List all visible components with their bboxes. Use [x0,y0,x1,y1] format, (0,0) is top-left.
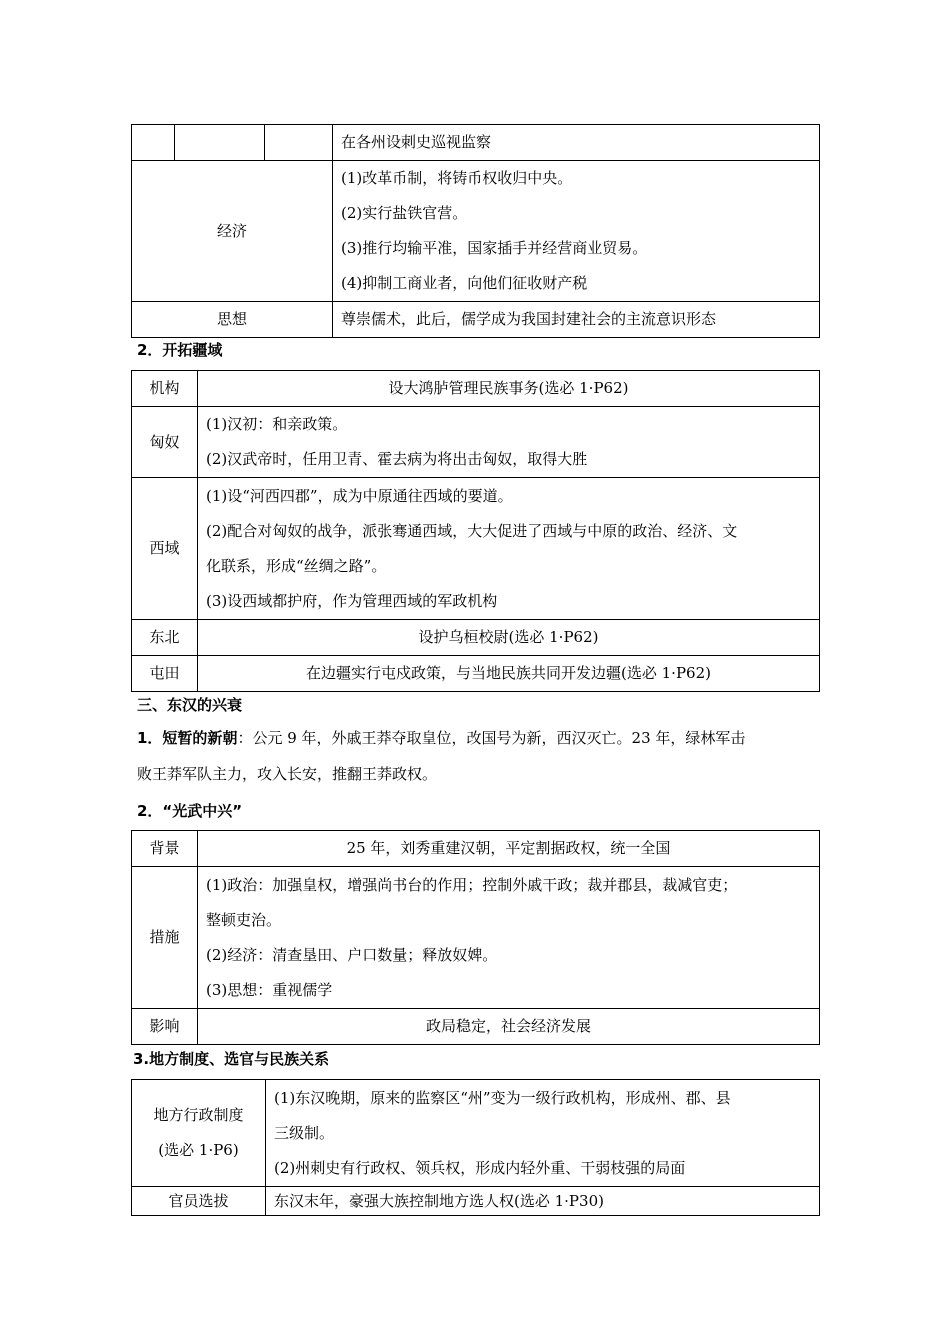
table-han-wudi-policies [131,124,820,338]
row-label-xiyu: 西域 [132,478,198,620]
row-label-thought: 思想 [132,302,333,338]
economy-content [333,161,820,302]
row-label-tuntian: 屯田 [132,656,198,692]
economy-item: (1)改革币制，将铸币权收归中央。 [341,169,573,187]
row-label-yingxiang: 影响 [132,1009,198,1045]
cuoshi-line: (3)思想：重视儒学 [206,980,333,999]
heading-expand-territory: 2．开拓疆域 [137,341,223,359]
difang-content [266,1080,820,1187]
row-label-beijing: 背景 [132,831,198,867]
xiyu-line: 化联系，形成“丝绸之路”。 [206,556,387,575]
row-label-guanyuan: 官员选拔 [132,1187,266,1216]
table-local-system [131,1079,820,1216]
xiyu-line: (2)配合对匈奴的战争，派张骞通西域，大大促进了西域与中原的政治、经济、文 [206,521,738,540]
beijing-content: 25 年，刘秀重建汉朝，平定割据政权，统一全国 [198,831,820,867]
row-label-dongbei: 东北 [132,620,198,656]
xiyu-line: (1)设“河西四郡”，成为中原通往西域的要道。 [206,486,513,505]
guanyuan-content: 东汉末年，豪强大族控制地方选人权(选必 1·P30) [266,1187,820,1216]
xin-dynasty-text: ：公元 9 年，外戚王莽夺取皇位，改国号为新，西汉灭亡。23 年，绿林军击 [237,729,746,747]
difang-line: (1)东汉晚期，原来的监察区“州”变为一级行政机构，形成州、郡、县 [274,1088,731,1107]
difang-label: 地方行政制度 [153,1106,244,1124]
row-label-cuoshi: 措施 [132,867,198,1009]
xiongnu-line: (1)汉初：和亲政策。 [206,415,348,433]
xin-dynasty-text-2: 败王莽军队主力，攻入长安，推翻王莽政权。 [137,765,438,783]
xiongnu-line: (2)汉武帝时，任用卫青、霍去病为将出击匈奴，取得大胜 [206,450,588,468]
jigou-content: 设大鸿胪管理民族事务(选必 1·P62) [198,371,820,407]
table-guangwu [131,830,820,1045]
row-label-economy: 经济 [132,161,333,302]
cuoshi-line: 整顿吏治。 [206,910,282,929]
difang-line: 三级制。 [274,1123,335,1142]
paragraph-xin-dynasty [137,720,813,792]
cuoshi-content [198,867,820,1009]
xin-dynasty-title: 1．短暂的新朝 [137,729,238,747]
heading-eastern-han: 三、东汉的兴衰 [137,696,243,714]
heading-local-system: 3.地方制度、选官与民族关系 [133,1050,330,1068]
table-cell-empty [132,125,175,161]
xiongnu-content [198,407,820,478]
yingxiang-content: 政局稳定，社会经济发展 [198,1009,820,1045]
table-cell-empty [175,125,265,161]
heading-guangwu: 2．“光武中兴” [137,802,243,820]
xiyu-line: (3)设西域都护府，作为管理西域的军政机构 [206,591,498,610]
table-cell-cishi: 在各州设刺史巡视监察 [333,125,820,161]
table-territory [131,370,820,692]
cuoshi-line: (2)经济：清查垦田、户口数量；释放奴婢。 [206,945,498,964]
difang-label-ref: (选必 1·P6) [158,1141,239,1159]
table-cell-empty [265,125,333,161]
row-label-jigou: 机构 [132,371,198,407]
tuntian-content: 在边疆实行屯戍政策，与当地民族共同开发边疆(选必 1·P62) [198,656,820,692]
row-label-difang [132,1080,266,1187]
economy-item: (4)抑制工商业者，向他们征收财产税 [341,274,588,292]
cuoshi-line: (1)政治：加强皇权，增强尚书台的作用；控制外戚干政；裁并郡县，裁减官吏； [206,875,738,894]
dongbei-content: 设护乌桓校尉(选必 1·P62) [198,620,820,656]
thought-content: 尊崇儒术，此后，儒学成为我国封建社会的主流意识形态 [333,302,820,338]
difang-line: (2)州刺史有行政权、领兵权，形成内轻外重、干弱枝强的局面 [274,1158,686,1177]
row-label-xiongnu: 匈奴 [132,407,198,478]
economy-item: (2)实行盐铁官营。 [341,204,468,222]
xiyu-content [198,478,820,620]
economy-item: (3)推行均输平准，国家插手并经营商业贸易。 [341,239,648,257]
